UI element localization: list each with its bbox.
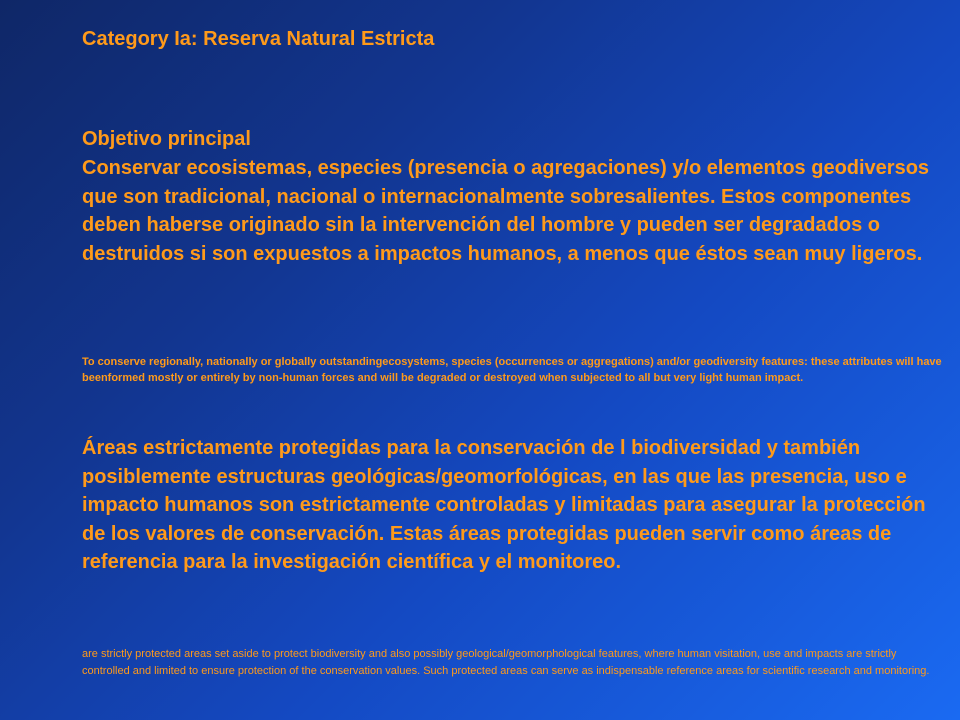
slide-title: Category Ia: Reserva Natural Estricta <box>82 28 435 50</box>
areas-english-text: are strictly protected areas set aside to protect biodiversity and also possibly geological/geomorphological features, where human visitation, use and impacts are strictly controlled and limited to ensure protection of the conservation values. Such protected areas can serve as indispensable reference areas for scientific research and monitoring. <box>82 648 930 677</box>
objective-heading: Objetivo principal <box>82 128 251 150</box>
objective-body: Conservar ecosistemas, especies (presencia o agregaciones) y/o elementos geodiversos que son tradicional, nacional o internacionalmente sobresalientes. Estos componentes deben haberse originado sin la intervención del hombre y pueden ser degradados o destruidos si son expuestos a impactos humanos, a menos que éstos sean muy ligeros. <box>82 157 930 265</box>
areas-description: Áreas estrictamente protegidas para la conservación de l biodiversidad y también posiblemente estructuras geológicas/geomorfológicas, en las que las presencia, uso e impacto humanos son estrictamente controladas y limitadas para asegurar la protección de los valores de conservación. Estas áreas protegidas pueden servir como áreas de referencia para la investigación científica y el monitoreo. <box>82 437 926 573</box>
objective-english-text: To conserve regionally, nationally or globally outstandingecosystems, species (occurrences or aggregations) and/or geodiversity features: these attributes will have beenformed mostly or entirely by non-human forces and will be degraded or destroyed when subjected to all but very light human impact. <box>82 356 942 384</box>
